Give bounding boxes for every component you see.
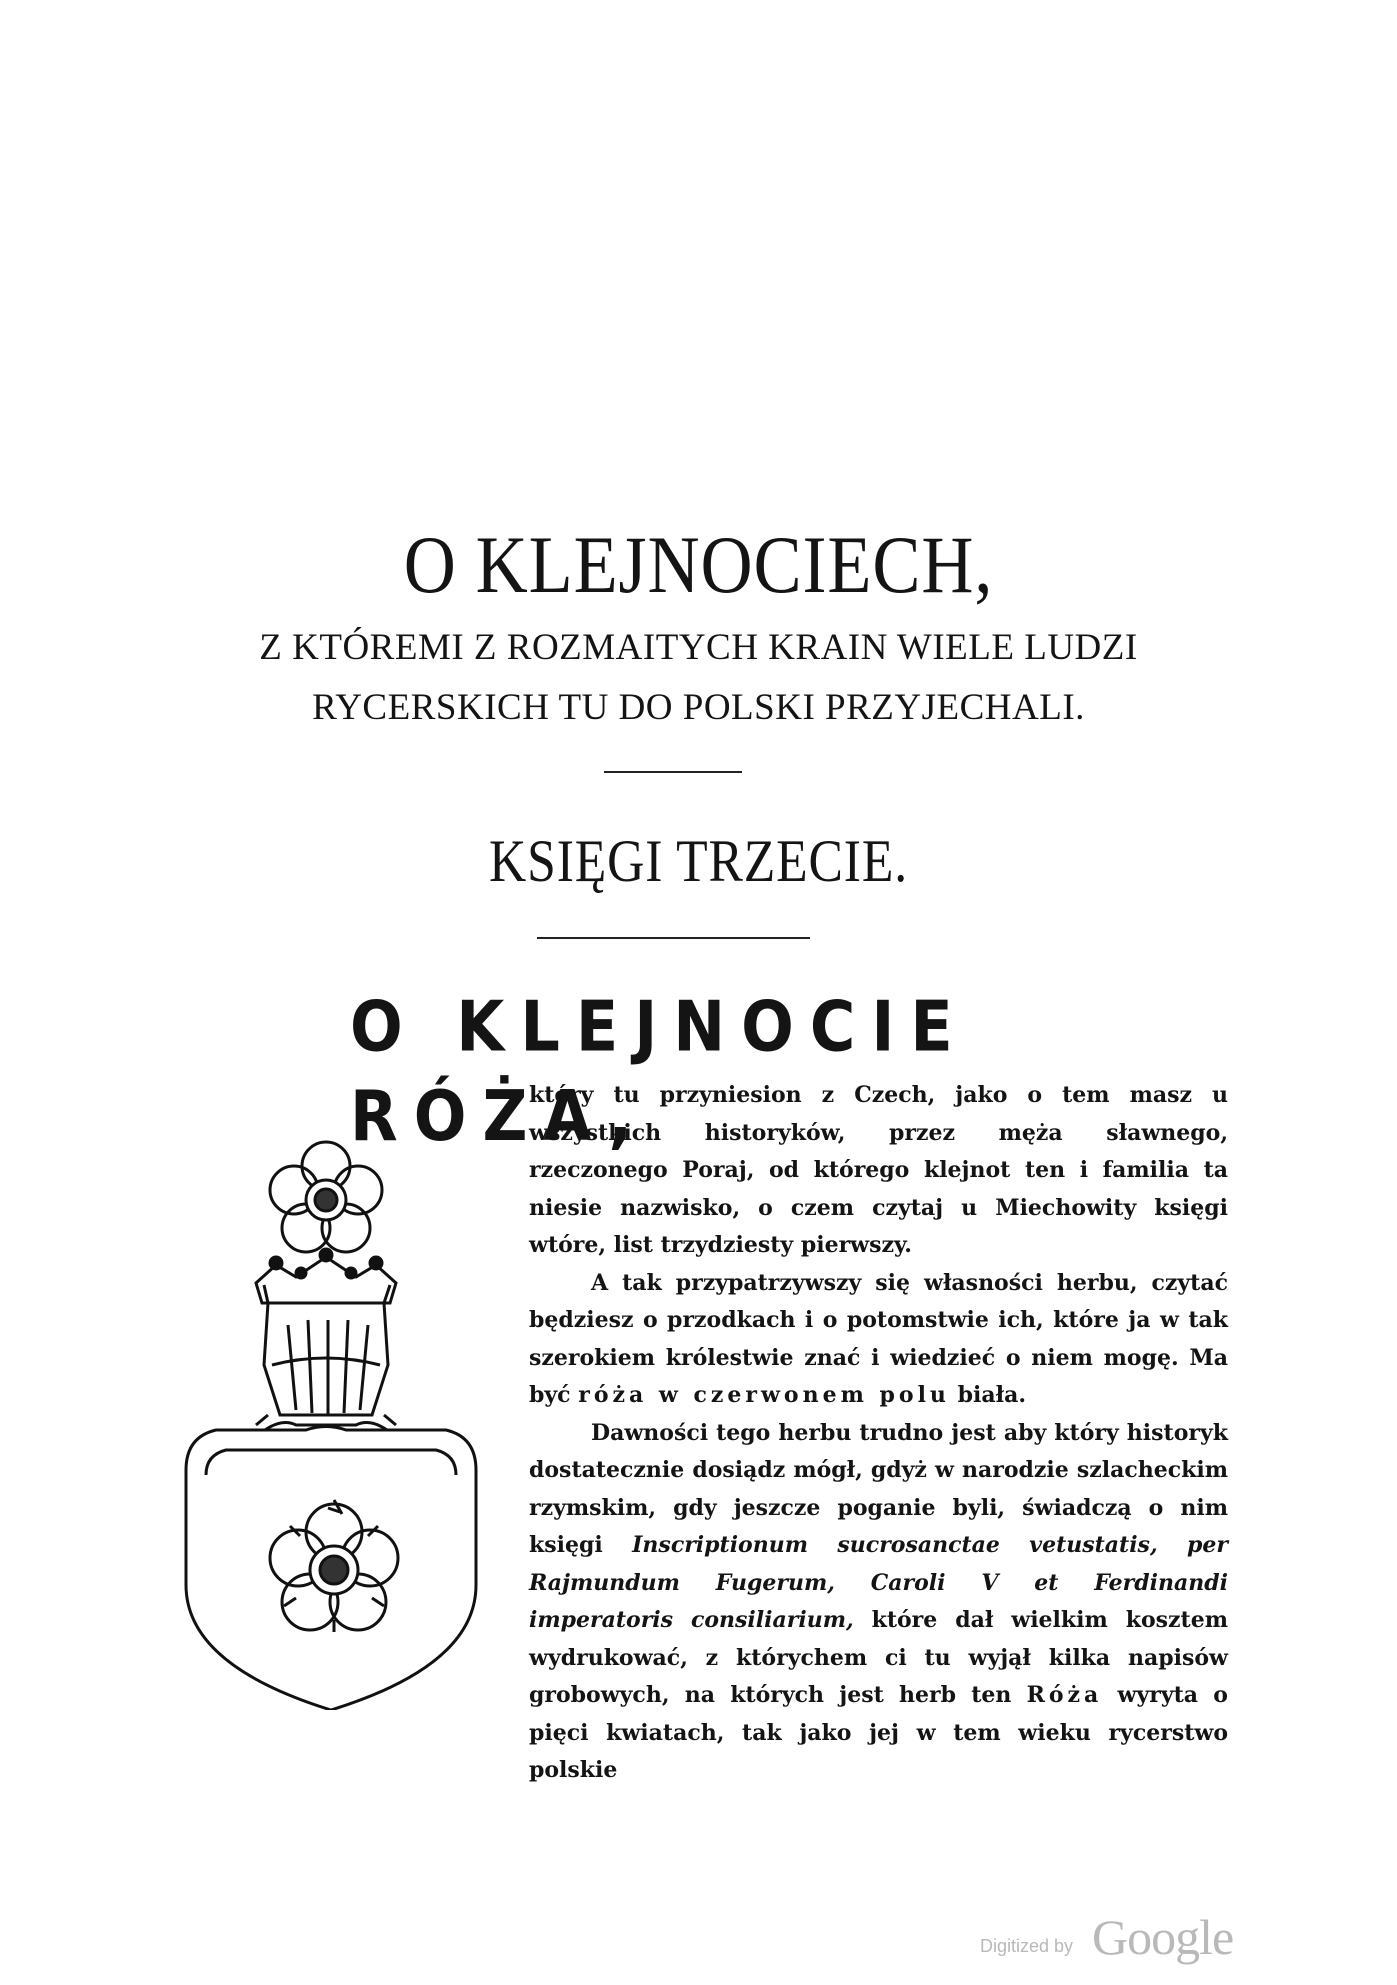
paragraph-3-italic: Inscriptionum sucrosanctae vetustatis, per Rajmundum Fugerum, Caroli V et Ferdinandi imperatoris consiliarium, <box>529 1532 1228 1633</box>
body-text <box>529 1077 1228 1790</box>
page-subtitle <box>0 618 1397 738</box>
subtitle-line-1: Z KTÓREMI Z ROZMAITYCH KRAIN WIELE LUDZI <box>259 627 1138 668</box>
paragraph-3 <box>529 1415 1228 1790</box>
divider-rule <box>537 937 810 939</box>
book-heading: KSIĘGI TRZECIE. <box>489 828 908 894</box>
paragraph-3-spaced: Róża <box>1026 1682 1103 1708</box>
paragraph-3-text: Dawności tego herbu trudno jest aby który historyk dostatecznie dosiądz mógł, gdyż w narodzie szlacheckim rzymskim, gdy jeszcze poganie byli, świadczą o nim księgi <box>529 1419 1228 1558</box>
paragraph-2 <box>529 1265 1228 1415</box>
paragraph-1: który tu przyniesion z Czech, jako o tem masz u wszystkich historyków, przez męża sławnego, rzeczonego Poraj, od którego klejnot ten i familia ta niesie nazwisko, o czem czytaj u Miechowity księgi wtóre, list trzydziesty pierwszy. <box>529 1082 1228 1258</box>
watermark-brand: Google <box>1092 1909 1234 1965</box>
paragraph-3-text-b: które dał wielkim kosztem wydrukować, z którychem ci tu wyjął kilka napisów grobowych, na których jest herb ten <box>529 1607 1228 1708</box>
divider-rule <box>604 771 742 773</box>
paragraph-2-text: A tak przypatrzywszy się własności herbu, czytać będziesz o przodkach i o potomstwie ich, które ja w tak szerokiem królestwie znać i wiedzieć o niem mogę. Ma być <box>529 1269 1228 1408</box>
subtitle-line-2: RYCERSKICH TU DO POLSKI PRZYJECHALI. <box>312 687 1085 728</box>
watermark <box>980 1908 1280 1968</box>
paragraph-3-text-c: wyryta o pięci kwiatach, tak jako jej w tem wieku rycerstwo polskie <box>529 1682 1228 1783</box>
paragraph-2-end: biała. <box>957 1382 1026 1408</box>
helmet-icon <box>248 1285 404 1449</box>
page-title: O KLEJNOCIECH, <box>403 519 994 610</box>
coat-of-arms-rose-icon <box>176 1125 501 1710</box>
section-heading: O KLEJNOCIE RÓŻA, <box>350 985 969 1157</box>
crown-icon <box>256 1249 396 1303</box>
paragraph-2-spaced: róża w czerwonem polu <box>578 1382 950 1408</box>
crest-rose-icon <box>270 1142 382 1252</box>
watermark-prefix: Digitized by <box>980 1936 1074 1956</box>
